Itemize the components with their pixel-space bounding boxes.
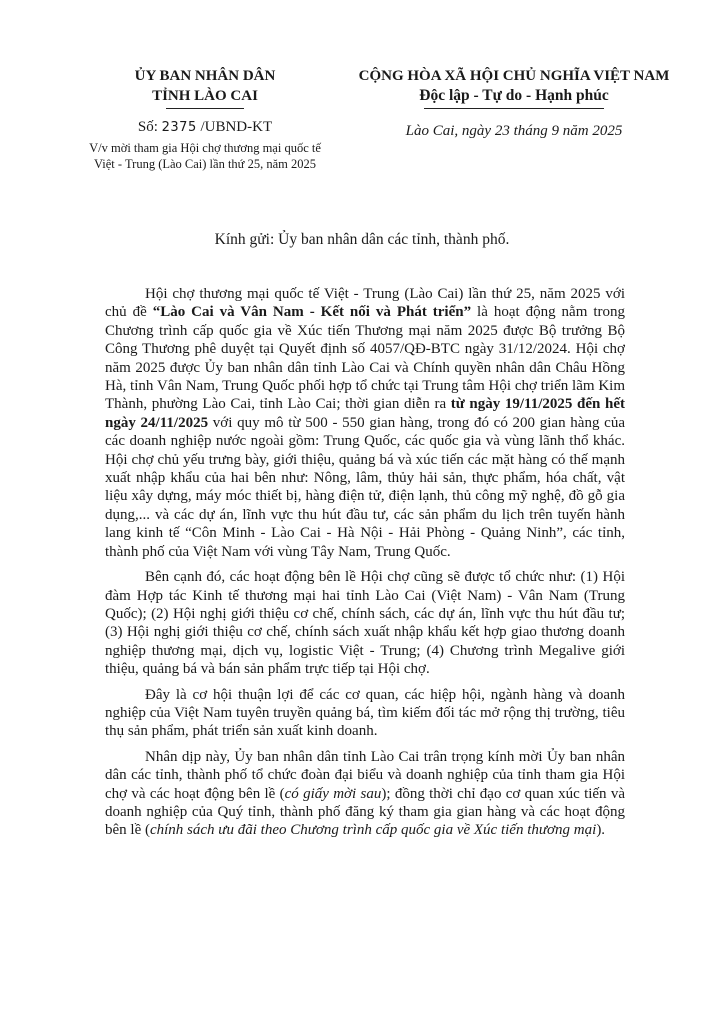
- p4-policy-note: chính sách ưu đãi theo Chương trình cấp quốc gia về Xúc tiến thương mại: [149, 822, 597, 839]
- doc-number-value: 2375: [161, 120, 197, 135]
- p1-theme: “Lào Cai và Vân Nam - Kết nối và Phát triển”: [152, 304, 472, 321]
- p4-text-a: Nhân dịp này, Ủy ban nhân dân tỉnh Lào Cai trân trọng kính mời Ủy ban nhân dân các tỉnh, thành phố tổ chức đoàn đại biểu và doanh nghiệp của tỉnh tham gia Hội chợ và các hoạt động bên lề (: [105, 748, 625, 802]
- doc-number-suffix: /UBND-KT: [200, 119, 273, 135]
- national-header: [340, 66, 688, 141]
- p4-text-b: ); đồng thời chỉ đạo cơ quan xúc tiến và doanh nghiệp của Quý tỉnh, thành phố đăng ký tham gia gian hàng và các hoạt động bên lề (: [105, 785, 626, 839]
- document-subject: V/v mời tham gia Hội chợ thương mại quốc tế Việt - Trung (Lào Cai) lần thứ 25, năm 2025: [89, 141, 321, 171]
- document-number: [80, 117, 330, 138]
- p4-invite-note: có giấy mời sau: [284, 785, 382, 802]
- issuer-block: [80, 66, 330, 172]
- p1-text-c: với quy mô từ 500 - 550 gian hàng, trong đó có 200 gian hàng của các doanh nghiệp nước ngoài gồm: Trung Quốc, các quốc gia và vùng lãnh thổ khác. Hội chợ chủ yếu trưng bày, giới thiệu, quảng bá và xúc tiến các mặt hàng có thế mạnh xuất nhập khẩu của hai bên như: Nông, lâm, thủy hải sản, thực phẩm, hóa chất, vật liệu xây dựng, máy móc thiết bị, hàng điện tử, điện lạnh, thủ công mỹ nghệ, đồ gỗ gia dụng,... và các dự án, lĩnh vực thu hút đầu tư, các sản phẩm du lịch trên tuyến hành lang kinh tế “Côn Minh - Lào Cai - Hà Nội - Hải Phòng - Quảng Ninh”, các tỉnh, thành phố của Việt Nam với vùng Tây Nam, Trung Quốc.: [105, 414, 625, 560]
- issuer-name-line2: TỈNH LÀO CAI: [152, 88, 258, 104]
- issuer-name-line1: ỦY BAN NHÂN DÂN: [134, 68, 276, 84]
- doc-number-label: Số:: [137, 119, 158, 135]
- motto-underline: [424, 108, 604, 109]
- p1-text-b: là hoạt động nằm trong Chương trình cấp quốc gia về Xúc tiến Thương mại năm 2025 được Bộ trưởng Bộ Công Thương phê duyệt tại Quyết định số 4057/QĐ-BTC ngày 31/12/2024. Hội chợ năm 2025 được Ủy ban nhân dân tỉnh Lào Cai và Chính quyền nhân dân Châu Hồng Hà, tỉnh Vân Nam, Trung Quốc phối hợp tổ chức tại Trung tâm Hội chợ triển lãm Kim Thành, phường Lào Cai, tỉnh Lào Cai; thời gian diễn ra: [105, 304, 625, 413]
- body-paragraph-2: Bên cạnh đó, các hoạt động bên lề Hội chợ cũng sẽ được tổ chức như: (1) Hội đàm Hợp tác Kinh tế thương mại hai tỉnh Lào Cai (Việt Nam) - Vân Nam (Trung Quốc); (2) Hội nghị giới thiệu cơ chế, chính sách, các dự án, lĩnh vực thu hút đầu tư; (3) Hội nghị giới thiệu cơ chế, chính sách xuất nhập khẩu kết hợp giao thương doanh nghiệp thương mại, dịch vụ, logistic Việt - Trung; (4) Chương trình Megalive giới thiệu, quảng bá và bán sản phẩm trực tiếp tại Hội chợ.: [105, 569, 625, 678]
- p1-text-a: Hội chợ thương mại quốc tế Việt - Trung (Lào Cai) lần thứ 25, năm 2025 với chủ đề: [105, 286, 625, 321]
- body-paragraph-4: [105, 748, 625, 840]
- recipient-line: Kính gửi: Ủy ban nhân dân các tỉnh, thành phố.: [214, 231, 510, 248]
- national-motto: Độc lập - Tự do - Hạnh phúc: [419, 87, 609, 104]
- letter-body: [105, 285, 625, 847]
- p4-text-c: ).: [596, 822, 606, 839]
- place-date-line: Lào Cai, ngày 23 tháng 9 năm 2025: [405, 123, 623, 139]
- issuer-underline: [166, 108, 244, 109]
- national-title: CỘNG HÒA XÃ HỘI CHỦ NGHĨA VIỆT NAM: [358, 68, 670, 84]
- body-paragraph-3: Đây là cơ hội thuận lợi để các cơ quan, các hiệp hội, ngành hàng và doanh nghiệp của Việt Nam tuyên truyền quảng bá, tìm kiếm đối tác mở rộng thị trường, tiêu thụ sản phẩm, phát triển sản xuất kinh doanh.: [105, 686, 625, 740]
- body-paragraph-1: [105, 285, 625, 561]
- p1-dates: từ ngày 19/11/2025 đến hết ngày 24/11/2025: [105, 396, 625, 431]
